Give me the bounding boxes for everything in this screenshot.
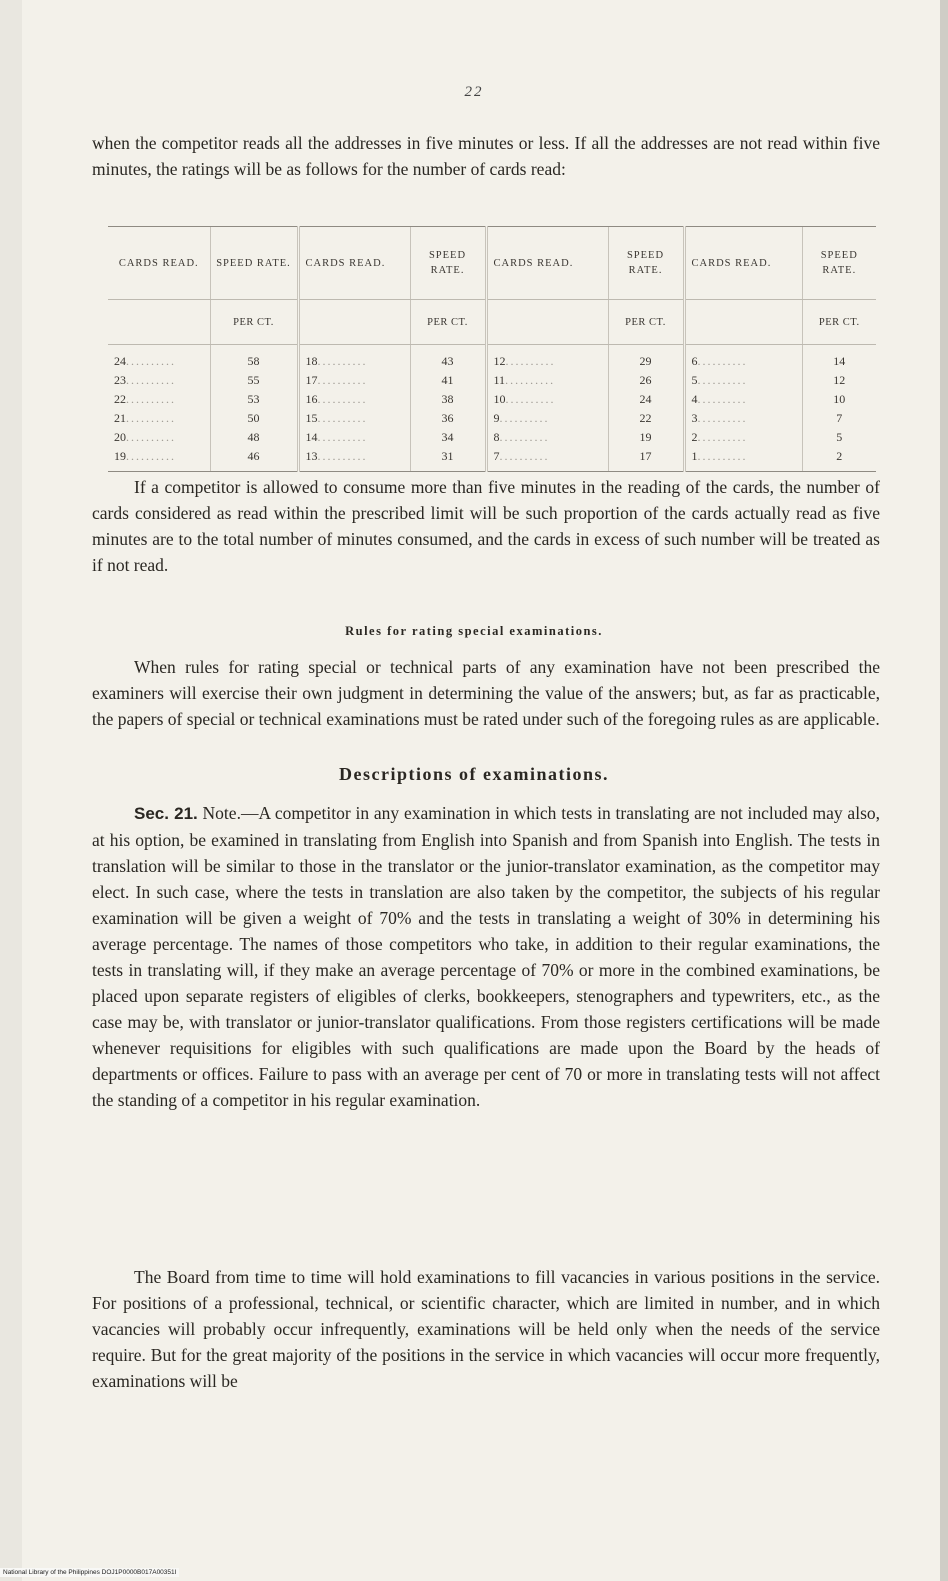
unit-cell — [486, 300, 608, 345]
cards-read-cell: 9 — [493, 411, 500, 425]
cards-read-cell: 15 — [305, 411, 318, 425]
speed-rate-cell: 17 — [608, 447, 684, 472]
cards-read-cell: 12 — [493, 354, 506, 368]
cards-read-cell: 16 — [305, 392, 318, 406]
table-row — [108, 409, 876, 428]
leader-dots: .......... — [697, 354, 748, 368]
scan-left-margin — [0, 0, 22, 1581]
cards-read-cell: 24 — [114, 354, 126, 368]
leader-dots: .......... — [499, 449, 550, 463]
header-speed-rate-1: SPEED RATE. — [210, 227, 298, 300]
table-header-row — [108, 227, 876, 300]
leader-dots: .......... — [317, 411, 368, 425]
scan-right-margin — [940, 0, 948, 1581]
intro-paragraph-text: when the competitor reads all the addresses in five minutes or less. If all the addresses are not read within five minutes, the ratings will be as follows for the number of cards read: — [92, 133, 880, 179]
cards-read-cell: 6 — [691, 354, 698, 368]
speed-rate-cell: 19 — [608, 428, 684, 447]
speed-rate-cell: 12 — [802, 371, 876, 390]
speed-rate-cell: 7 — [802, 409, 876, 428]
board-paragraph-text: The Board from time to time will hold examinations to fill vacancies in various positions in the service. For positions of a professional, technical, or scientific character, which are limited in number, and in which vacancies will probably occur infrequently, examinations will be held only when the needs of the service require. But for the great majority of the positions in the service in which vacancies will occur more frequently, examinations will be — [92, 1267, 880, 1391]
speed-rate-cell: 50 — [210, 409, 298, 428]
speed-rate-cell: 14 — [802, 345, 876, 372]
leader-dots: .......... — [697, 373, 748, 387]
cards-read-cell: 18 — [305, 354, 318, 368]
leader-dots: .......... — [126, 392, 176, 406]
leader-dots: .......... — [126, 354, 176, 368]
speed-rate-cell: 53 — [210, 390, 298, 409]
speed-rate-cell: 58 — [210, 345, 298, 372]
speed-rate-cell: 26 — [608, 371, 684, 390]
cards-read-cell: 17 — [305, 373, 318, 387]
speed-rate-cell: 41 — [410, 371, 486, 390]
speed-rate-cell: 22 — [608, 409, 684, 428]
intro-paragraph — [92, 130, 880, 182]
table-row — [108, 345, 876, 372]
unit-cell: PER CT. — [802, 300, 876, 345]
cards-read-cell: 22 — [114, 392, 126, 406]
header-speed-rate-3: SPEED RATE. — [608, 227, 684, 300]
speed-rating-table — [108, 226, 876, 472]
leader-dots: .......... — [126, 449, 176, 463]
section-heading: Descriptions of examinations. — [339, 764, 609, 784]
speed-rate-cell: 31 — [410, 447, 486, 472]
sec21-paragraph — [92, 800, 880, 1113]
cards-read-cell: 10 — [493, 392, 506, 406]
cards-read-cell: 5 — [691, 373, 698, 387]
leader-dots: .......... — [317, 373, 368, 387]
header-cards-read-1: CARDS READ. — [108, 227, 210, 300]
leader-dots: .......... — [126, 411, 176, 425]
unit-cell: PER CT. — [410, 300, 486, 345]
header-cards-read-4: CARDS READ. — [684, 227, 802, 300]
cards-read-cell: 20 — [114, 430, 126, 444]
board-paragraph — [92, 1264, 880, 1394]
speed-rate-cell: 55 — [210, 371, 298, 390]
cards-read-cell: 11 — [493, 373, 506, 387]
cards-read-cell: 2 — [691, 430, 698, 444]
speed-rate-cell: 48 — [210, 428, 298, 447]
leader-dots: .......... — [317, 430, 368, 444]
cards-read-cell: 23 — [114, 373, 126, 387]
rules-paragraph — [92, 654, 880, 732]
leader-dots: .......... — [697, 411, 748, 425]
leader-dots: .......... — [697, 449, 748, 463]
table-unit-row — [108, 300, 876, 345]
cards-read-cell: 8 — [493, 430, 500, 444]
cards-read-cell: 1 — [691, 449, 698, 463]
cards-read-cell: 14 — [305, 430, 318, 444]
leader-dots: .......... — [317, 392, 368, 406]
rules-paragraph-text: When rules for rating special or technical parts of any examination have not been prescribed the examiners will exercise their own judgment in determining the value of the answers; but, as far as practicable, the papers of special or technical examinations must be rated under such of the foregoing rules as are applicable. — [92, 657, 880, 729]
speed-rate-cell: 36 — [410, 409, 486, 428]
leader-dots: .......... — [126, 430, 176, 444]
unit-cell — [298, 300, 410, 345]
speed-rate-cell: 10 — [802, 390, 876, 409]
speed-rate-cell: 29 — [608, 345, 684, 372]
archive-footer: National Library of the Philippines DOJ1P0000B017A00351I — [0, 1568, 179, 1577]
speed-rate-cell: 2 — [802, 447, 876, 472]
rules-heading: Rules for rating special examinations. — [345, 624, 603, 638]
speed-rate-cell: 46 — [210, 447, 298, 472]
leader-dots: .......... — [505, 392, 556, 406]
overtime-paragraph — [92, 474, 880, 578]
leader-dots: .......... — [317, 449, 368, 463]
unit-cell: PER CT. — [210, 300, 298, 345]
speed-rate-cell: 34 — [410, 428, 486, 447]
leader-dots: .......... — [697, 392, 748, 406]
page-number: 22 — [464, 84, 484, 100]
cards-read-cell: 4 — [691, 392, 698, 406]
header-speed-rate-2: SPEED RATE. — [410, 227, 486, 300]
leader-dots: .......... — [126, 373, 176, 387]
cards-read-cell: 21 — [114, 411, 126, 425]
unit-cell — [108, 300, 210, 345]
table-row — [108, 447, 876, 472]
speed-rate-cell: 5 — [802, 428, 876, 447]
speed-rate-cell: 43 — [410, 345, 486, 372]
sec21-paragraph-text: Note.—A competitor in any examination in which tests in translating are not included may also, at his option, be examined in translating from English into Spanish and from Spanish into English. The tests in translation will be similar to those in the translator or the junior-translator examination, as the competitor may elect. In such case, where the tests in translation are also taken by the competitor, the subjects of his regular examination will be given a weight of 70% and the tests in translating a weight of 30% in determining his average percentage. The names of those competitors who take, in addition to their regular examinations, the tests in translating will, if they make an average percentage of 70% or more in the combined examinations, be placed upon separate registers of eligibles of clerks, bookkeepers, stenographers and typewriters, etc., as the case may be, with translator or junior-translator qualifications. From those registers certifications will be made whenever requisitions for eligibles with such qualifications are made upon the Board by the heads of departments or offices. Failure to pass with an average per cent of 70 or more in translating tests will not affect the standing of a competitor in his regular examination. — [92, 803, 881, 1110]
unit-cell: PER CT. — [608, 300, 684, 345]
speed-rate-cell: 24 — [608, 390, 684, 409]
table-row — [108, 371, 876, 390]
overtime-paragraph-text: If a competitor is allowed to consume more than five minutes in the reading of the cards, the number of cards considered as read within the prescribed limit will be such proportion of the cards actually read as five minutes are to the total number of minutes consumed, and the cards in excess of such number will be treated as if not read. — [92, 477, 880, 575]
unit-cell — [684, 300, 802, 345]
cards-read-cell: 7 — [493, 449, 500, 463]
leader-dots: .......... — [317, 354, 368, 368]
header-cards-read-3: CARDS READ. — [486, 227, 608, 300]
leader-dots: .......... — [499, 430, 550, 444]
leader-dots: .......... — [505, 373, 556, 387]
table-row — [108, 428, 876, 447]
cards-read-cell: 13 — [305, 449, 318, 463]
leader-dots: .......... — [505, 354, 556, 368]
cards-read-cell: 3 — [691, 411, 698, 425]
speed-rate-cell: 38 — [410, 390, 486, 409]
header-cards-read-2: CARDS READ. — [298, 227, 410, 300]
header-speed-rate-4: SPEED RATE. — [802, 227, 876, 300]
section-label: Sec. 21. — [134, 804, 198, 823]
leader-dots: .......... — [499, 411, 550, 425]
cards-read-cell: 19 — [114, 449, 126, 463]
table-row — [108, 390, 876, 409]
leader-dots: .......... — [697, 430, 748, 444]
